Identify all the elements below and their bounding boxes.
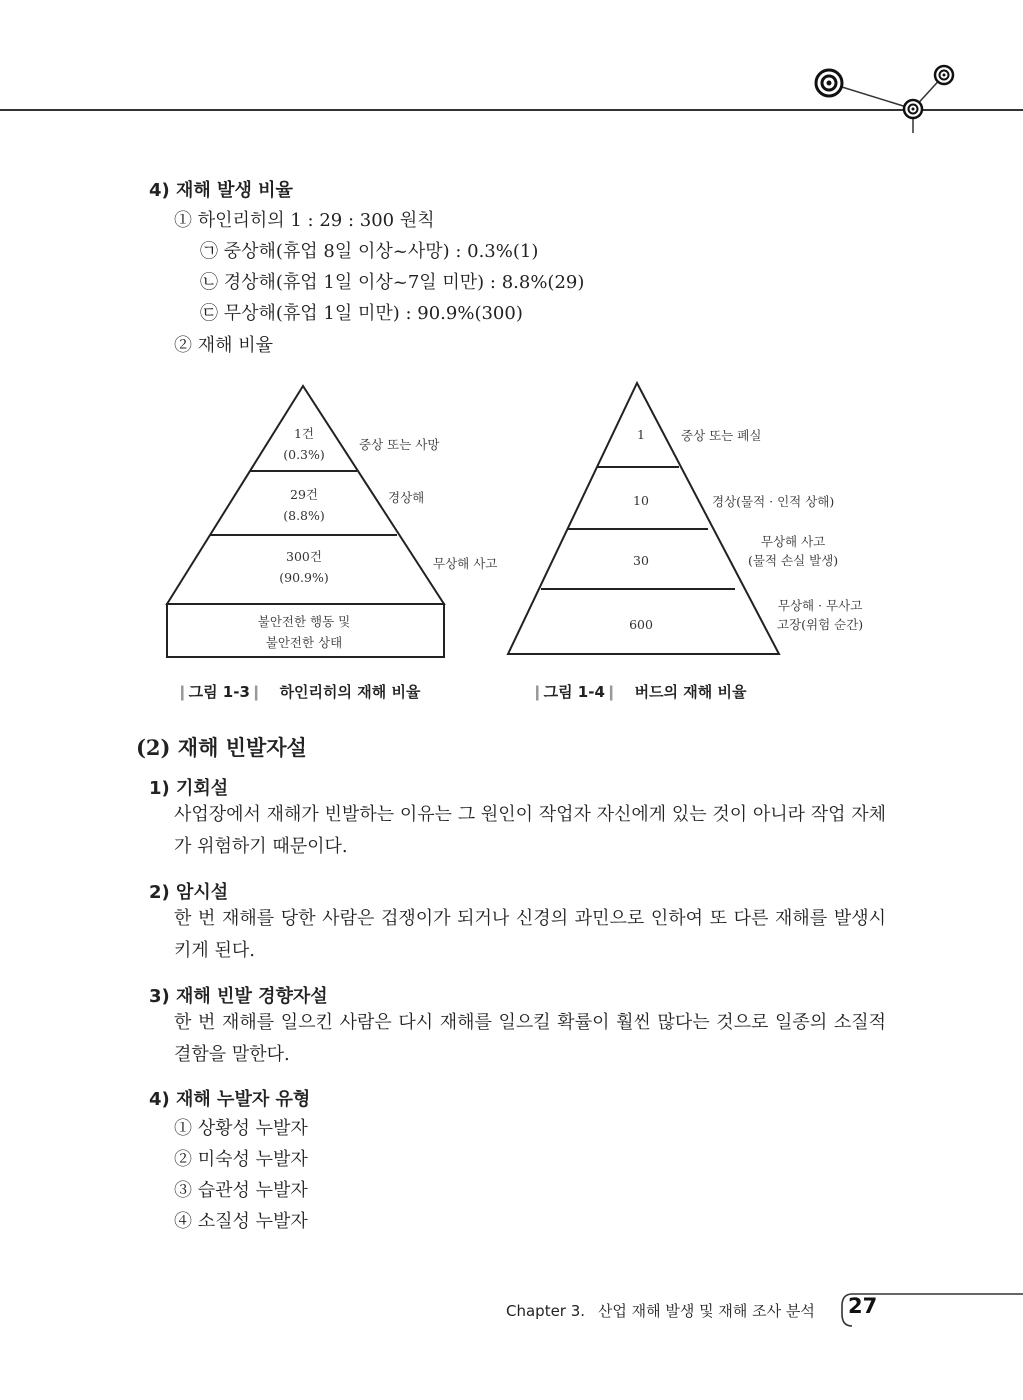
paragraph: 한 번 재해를 당한 사람은 겁쟁이가 되거나 신경의 과민으로 인하여 또 다른 재해를 발생시키게 된다.	[174, 908, 886, 961]
pyramid-tier-label: 300건 (90.9%)	[279, 549, 329, 585]
figure-caption: ❙그림 1-4❙ 버드의 재해 비율	[531, 683, 747, 701]
subsection-heading: 3) 재해 빈발 경향자설	[149, 986, 328, 1007]
figure-caption: ❙그림 1-3❙ 하인리히의 재해 비율	[176, 683, 421, 701]
pyramid-side-label: 무상해 사고 (물적 손실 발생)	[748, 534, 839, 568]
pyramid-tier-label: 10	[633, 493, 649, 508]
list-item: ② 미숙성 누발자	[174, 1149, 308, 1170]
paragraph: 한 번 재해를 일으킨 사람은 다시 재해를 일으킬 확률이 훨씬 많다는 것으로 일종의 소질적 결함을 말한다.	[174, 1012, 886, 1065]
circle-nodes-icon	[800, 55, 970, 140]
pyramid-tier-label: 30	[633, 553, 649, 568]
page-number: 27	[848, 1294, 878, 1318]
list-item: ㉠ 중상해(휴업 8일 이상~사망) : 0.3%(1)	[200, 241, 539, 262]
section-heading: 4) 재해 발생 비율	[149, 180, 293, 201]
pyramid-side-label: 무상해 · 무사고 고장(위험 순간)	[777, 598, 864, 632]
list-item: ② 재해 비율	[174, 335, 273, 356]
list-item: ㉢ 무상해(휴업 1일 미만) : 90.9%(300)	[200, 303, 523, 324]
pyramid-tier-label: 1	[637, 427, 645, 442]
pyramid-side-label: 중상 또는 폐실	[681, 428, 762, 443]
pyramid-side-label: 경상(물적 · 인적 상해)	[712, 494, 835, 509]
pyramid-tier-label: 600	[629, 617, 653, 632]
pyramid-base-label: 불안전한 행동 및 불안전한 상태	[257, 614, 351, 650]
list-item: ③ 습관성 누발자	[174, 1180, 308, 1201]
subsection-heading: 2) 암시설	[149, 882, 229, 903]
paragraph: 사업장에서 재해가 빈발하는 이유는 그 원인이 작업자 자신에게 있는 것이 아니라 작업 자체가 위험하기 때문이다.	[174, 804, 887, 857]
pyramid-side-label: 중상 또는 사망	[359, 437, 440, 452]
pyramid-tier-label: 1건 (0.3%)	[283, 426, 325, 462]
list-item: ① 상황성 누발자	[174, 1118, 308, 1139]
list-item: ④ 소질성 누발자	[174, 1211, 308, 1232]
footer-chapter: Chapter 3. 산업 재해 발생 및 재해 조사 분석	[506, 1302, 815, 1320]
subsection-heading: 4) 재해 누발자 유형	[149, 1089, 311, 1110]
list-item: ㉡ 경상해(휴업 1일 이상~7일 미만) : 8.8%(29)	[200, 272, 585, 293]
subsection-heading: 1) 기회설	[149, 778, 229, 799]
list-item: ① 하인리히의 1 : 29 : 300 원칙	[174, 210, 435, 231]
pyramid-side-label: 무상해 사고	[433, 556, 498, 571]
pyramid-tier-label: 29건 (8.8%)	[283, 487, 325, 523]
section-title: (2) 재해 빈발자설	[136, 735, 307, 760]
pyramid-side-label: 경상해	[388, 490, 425, 505]
